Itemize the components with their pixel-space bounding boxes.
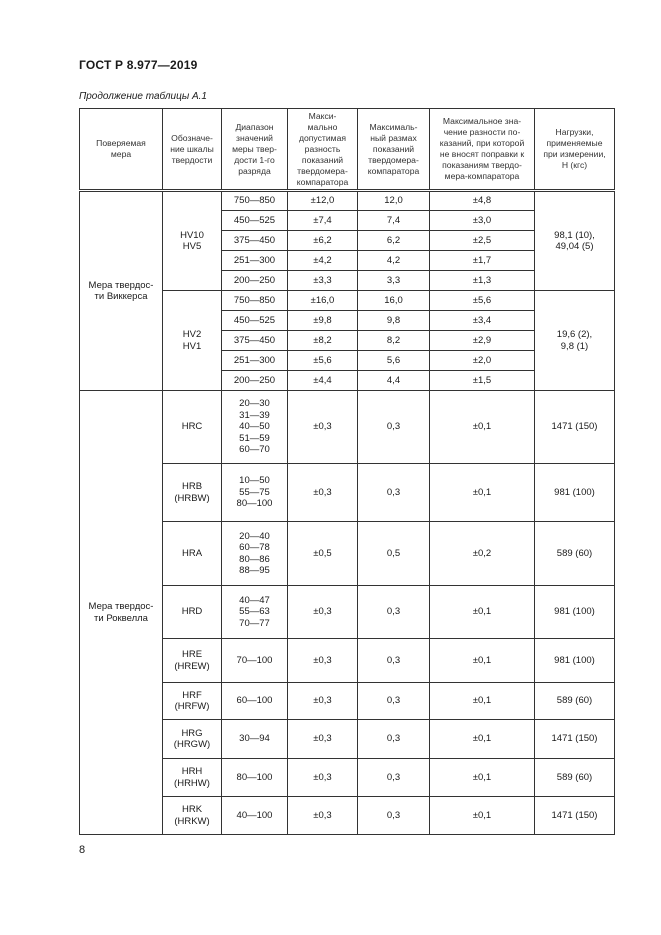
spread-cell: 0,3: [358, 683, 430, 720]
header-range: Диапазон значений меры твер- дости 1-го разряда: [222, 109, 288, 191]
spread-cell: 6,2: [358, 231, 430, 251]
range-cell: 60—100: [222, 683, 288, 720]
load-cell: 98,1 (10), 49,04 (5): [535, 191, 615, 291]
diff-cell: ±6,2: [288, 231, 358, 251]
scale-cell: HRE (HREW): [163, 639, 222, 683]
table-row: [80, 391, 615, 464]
load-cell: 589 (60): [535, 522, 615, 586]
diff-cell: ±9,8: [288, 311, 358, 331]
correction-cell: ±2,0: [430, 351, 535, 371]
diff-cell: ±0,3: [288, 797, 358, 835]
diff-cell: ±0,3: [288, 759, 358, 797]
table-header-row: [80, 109, 615, 191]
correction-cell: ±2,9: [430, 331, 535, 351]
diff-cell: ±16,0: [288, 291, 358, 311]
scale-cell: HRH (HRHW): [163, 759, 222, 797]
measure-cell-rockwell: Мера твердос- ти Роквелла: [80, 391, 163, 835]
correction-cell: ±3,4: [430, 311, 535, 331]
header-max-correction: Максимальное зна- чение разности по- казаний, при которой не вносят поправки к показаниям твердо- мера-компаратора: [430, 109, 535, 191]
range-cell: 40—100: [222, 797, 288, 835]
range-cell: 375—450: [222, 231, 288, 251]
scale-cell: HRB (HRBW): [163, 464, 222, 522]
load-cell: 1471 (150): [535, 391, 615, 464]
range-cell: 750—850: [222, 191, 288, 211]
range-cell: 450—525: [222, 211, 288, 231]
correction-cell: ±0,1: [430, 391, 535, 464]
diff-cell: ±4,4: [288, 371, 358, 391]
diff-cell: ±7,4: [288, 211, 358, 231]
hardness-table: [79, 108, 615, 835]
spread-cell: 0,3: [358, 391, 430, 464]
load-cell: 981 (100): [535, 586, 615, 639]
scale-cell: HRG (HRGW): [163, 720, 222, 759]
spread-cell: 5,6: [358, 351, 430, 371]
correction-cell: ±1,3: [430, 271, 535, 291]
diff-cell: ±0,3: [288, 464, 358, 522]
range-cell: 80—100: [222, 759, 288, 797]
range-cell: 251—300: [222, 251, 288, 271]
diff-cell: ±12,0: [288, 191, 358, 211]
diff-cell: ±4,2: [288, 251, 358, 271]
scale-cell: HRK (HRKW): [163, 797, 222, 835]
correction-cell: ±0,2: [430, 522, 535, 586]
spread-cell: 0,3: [358, 759, 430, 797]
spread-cell: 16,0: [358, 291, 430, 311]
range-cell: 251—300: [222, 351, 288, 371]
header-max-spread: Максималь- ный размах показаний твердомера- компаратора: [358, 109, 430, 191]
range-cell: 30—94: [222, 720, 288, 759]
load-cell: 19,6 (2), 9,8 (1): [535, 291, 615, 391]
scale-cell: HRD: [163, 586, 222, 639]
range-cell: 750—850: [222, 291, 288, 311]
correction-cell: ±5,6: [430, 291, 535, 311]
table-row: [80, 191, 615, 211]
header-load: Нагрузки, применяемые при измерении, Н (кгс): [535, 109, 615, 191]
spread-cell: 0,3: [358, 639, 430, 683]
measure-cell-vickers: Мера твердос- ти Виккерса: [80, 191, 163, 391]
correction-cell: ±1,7: [430, 251, 535, 271]
range-cell: 375—450: [222, 331, 288, 351]
spread-cell: 8,2: [358, 331, 430, 351]
load-cell: 1471 (150): [535, 797, 615, 835]
range-cell: 200—250: [222, 371, 288, 391]
spread-cell: 3,3: [358, 271, 430, 291]
scale-cell: HV2 HV1: [163, 291, 222, 391]
scale-cell: HRC: [163, 391, 222, 464]
correction-cell: ±0,1: [430, 639, 535, 683]
diff-cell: ±3,3: [288, 271, 358, 291]
scale-cell: HRF (HRFW): [163, 683, 222, 720]
spread-cell: 7,4: [358, 211, 430, 231]
page-number: 8: [79, 844, 86, 856]
diff-cell: ±8,2: [288, 331, 358, 351]
load-cell: 589 (60): [535, 759, 615, 797]
spread-cell: 4,2: [358, 251, 430, 271]
diff-cell: ±0,3: [288, 683, 358, 720]
correction-cell: ±1,5: [430, 371, 535, 391]
header-measure: Поверяемая мера: [80, 109, 163, 191]
diff-cell: ±0,3: [288, 639, 358, 683]
spread-cell: 0,5: [358, 522, 430, 586]
load-cell: 981 (100): [535, 639, 615, 683]
diff-cell: ±0,3: [288, 391, 358, 464]
table-continuation-caption: Продолжение таблицы А.1: [79, 91, 207, 102]
spread-cell: 4,4: [358, 371, 430, 391]
load-cell: 981 (100): [535, 464, 615, 522]
spread-cell: 0,3: [358, 720, 430, 759]
spread-cell: 0,3: [358, 586, 430, 639]
spread-cell: 12,0: [358, 191, 430, 211]
correction-cell: ±0,1: [430, 586, 535, 639]
load-cell: 1471 (150): [535, 720, 615, 759]
load-cell: 589 (60): [535, 683, 615, 720]
correction-cell: ±0,1: [430, 683, 535, 720]
correction-cell: ±0,1: [430, 720, 535, 759]
range-cell: 20—30 31—39 40—50 51—59 60—70: [222, 391, 288, 464]
diff-cell: ±5,6: [288, 351, 358, 371]
spread-cell: 9,8: [358, 311, 430, 331]
scale-cell: HRA: [163, 522, 222, 586]
diff-cell: ±0,3: [288, 586, 358, 639]
header-scale: Обозначе- ние шкалы твердости: [163, 109, 222, 191]
spread-cell: 0,3: [358, 464, 430, 522]
scale-cell: HV10 HV5: [163, 191, 222, 291]
correction-cell: ±0,1: [430, 797, 535, 835]
diff-cell: ±0,5: [288, 522, 358, 586]
correction-cell: ±0,1: [430, 759, 535, 797]
header-max-diff: Макси- мально допустимая разность показаний твердомера- компаратора: [288, 109, 358, 191]
range-cell: 20—40 60—78 80—86 88—95: [222, 522, 288, 586]
diff-cell: ±0,3: [288, 720, 358, 759]
range-cell: 450—525: [222, 311, 288, 331]
correction-cell: ±4,8: [430, 191, 535, 211]
correction-cell: ±0,1: [430, 464, 535, 522]
range-cell: 10—50 55—75 80—100: [222, 464, 288, 522]
spread-cell: 0,3: [358, 797, 430, 835]
range-cell: 40—47 55—63 70—77: [222, 586, 288, 639]
range-cell: 200—250: [222, 271, 288, 291]
correction-cell: ±3,0: [430, 211, 535, 231]
correction-cell: ±2,5: [430, 231, 535, 251]
range-cell: 70—100: [222, 639, 288, 683]
document-title: ГОСТ Р 8.977—2019: [79, 58, 198, 72]
